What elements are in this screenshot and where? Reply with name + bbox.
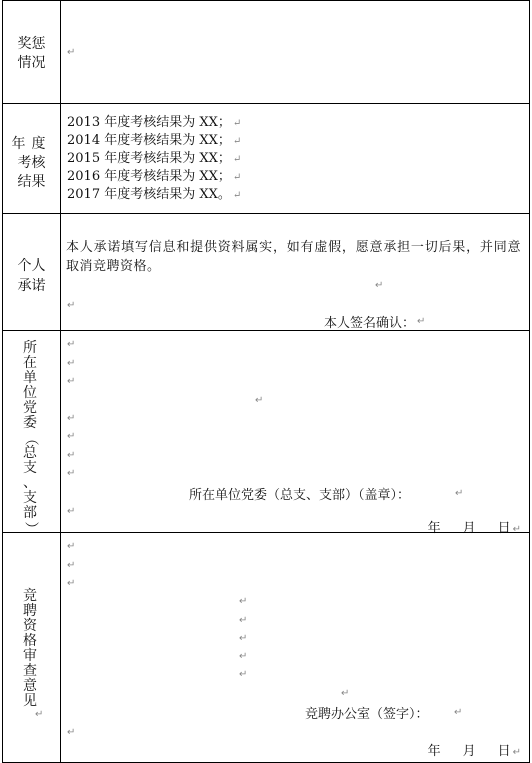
- label-char: 党: [23, 400, 37, 416]
- paragraph-mark-icon: ↵: [454, 707, 463, 718]
- assessment-content-cell[interactable]: [61, 104, 529, 214]
- pledge-label-line2: 承诺: [17, 278, 46, 294]
- paragraph-mark-icon: ↵: [67, 450, 76, 461]
- label-char: 审: [23, 648, 37, 664]
- label-char: 单: [23, 370, 37, 386]
- party-committee-seal-label: 所在单位党委（总支、支部）（盖章）：: [189, 488, 411, 503]
- paragraph-mark-icon: ↵: [67, 560, 76, 571]
- paragraph-mark-icon: ↵: [67, 47, 76, 58]
- paragraph-mark-icon: ↵: [67, 413, 76, 424]
- paragraph-mark-icon: ↵: [255, 395, 264, 406]
- paragraph-mark-icon: ↵: [375, 280, 384, 291]
- party-committee-label-vertical: [19, 341, 41, 536]
- label-char: 在: [23, 355, 37, 371]
- label-char: 、: [23, 475, 37, 491]
- qualification-review-label-vertical: [19, 589, 41, 709]
- paragraph-mark-icon: ↵: [239, 651, 248, 662]
- label-char: 查: [23, 663, 37, 679]
- paragraph-mark-icon: ↵: [67, 376, 76, 387]
- rewards-label-cell: [3, 1, 61, 104]
- paragraph-mark-icon: ↵: [232, 118, 242, 129]
- assessment-label-line2: 考核: [17, 155, 46, 171]
- label-char: 格: [23, 633, 37, 649]
- paragraph-mark-icon: ↵: [239, 669, 248, 680]
- assessment-result-2015: 2015 年度考核结果为 XX； ↵: [67, 151, 242, 166]
- paragraph-mark-icon: ↵: [67, 541, 76, 552]
- label-char: 所: [23, 340, 37, 356]
- qualification-review-content-cell[interactable]: [61, 533, 529, 762]
- label-char: 部: [23, 505, 37, 521]
- assessment-label-cell: [3, 104, 61, 214]
- assessment-result-2016: 2016 年度考核结果为 XX； ↵: [67, 169, 242, 184]
- rewards-label-line2: 情况: [17, 55, 46, 71]
- paragraph-mark-icon: ↵: [232, 154, 242, 165]
- assessment-result-2013: 2013 年度考核结果为 XX； ↵: [67, 115, 242, 130]
- label-char: 委: [23, 415, 37, 431]
- pledge-content-cell[interactable]: [61, 214, 529, 331]
- paragraph-mark-icon: ↵: [417, 316, 426, 327]
- paragraph-mark-icon: ↵: [67, 431, 76, 442]
- label-char: 聘: [23, 603, 37, 619]
- date-month-label: 月: [462, 744, 476, 759]
- assessment-result-2014: 2014 年度考核结果为 XX； ↵: [67, 133, 242, 148]
- label-char: 位: [23, 385, 37, 401]
- paragraph-mark-icon: ↵: [512, 524, 521, 535]
- paragraph-mark-icon: ↵: [67, 727, 76, 738]
- rewards-label-line1: 奖惩: [17, 36, 46, 52]
- date-month-label: 月: [462, 521, 476, 536]
- label-char: 见: [23, 693, 37, 709]
- assessment-label-line3: 结果: [17, 174, 46, 190]
- qualification-review-signature-label: 竞聘办公室（签字）：: [305, 707, 429, 722]
- date-year-label: 年: [427, 521, 441, 536]
- pledge-label-cell: [3, 214, 61, 331]
- label-char: 支: [23, 490, 37, 506]
- qualification-review-row: [2, 532, 530, 763]
- paragraph-mark-icon: ↵: [67, 358, 76, 369]
- assessment-row: [2, 103, 530, 214]
- label-char: 总: [23, 445, 37, 461]
- paragraph-mark-icon: ↵: [35, 709, 44, 720]
- assessment-result-2017: 2017 年度考核结果为 XX。 ↵: [67, 187, 242, 202]
- rewards-row: [2, 0, 530, 104]
- paragraph-mark-icon: ↵: [67, 578, 76, 589]
- qualification-review-label-cell: [3, 533, 61, 762]
- party-committee-row: [2, 330, 530, 536]
- paragraph-mark-icon: ↵: [67, 300, 76, 311]
- date-day-label: 日: [497, 521, 511, 536]
- paragraph-mark-icon: ↵: [67, 468, 76, 479]
- paragraph-mark-icon: ↵: [232, 190, 242, 201]
- party-committee-content-cell[interactable]: [61, 331, 529, 536]
- paragraph-mark-icon: ↵: [67, 506, 76, 517]
- label-char: （: [22, 431, 39, 446]
- pledge-row: [2, 213, 530, 331]
- assessment-label-line1: 年度: [11, 136, 52, 152]
- rewards-content-cell[interactable]: [61, 1, 529, 104]
- paragraph-mark-icon: ↵: [239, 596, 248, 607]
- paragraph-mark-icon: ↵: [341, 688, 350, 699]
- paragraph-mark-icon: ↵: [239, 615, 248, 626]
- label-char: 意: [23, 678, 37, 694]
- paragraph-mark-icon: ↵: [67, 339, 76, 350]
- paragraph-mark-icon: ↵: [232, 136, 242, 147]
- label-char: ）: [22, 521, 39, 536]
- pledge-label-line1: 个人: [17, 258, 46, 274]
- party-committee-label-cell: [3, 331, 61, 536]
- label-char: 支: [23, 460, 37, 476]
- paragraph-mark-icon: ↵: [239, 633, 248, 644]
- paragraph-mark-icon: ↵: [455, 488, 464, 499]
- date-day-label: 日: [497, 744, 511, 759]
- qualification-review-date: [428, 740, 521, 759]
- pledge-text: 本人承诺填写信息和提供资料属实，如有虚假，愿意承担一切后果，并同意取消竞聘资格。: [66, 240, 521, 274]
- label-char: 竞: [23, 588, 37, 604]
- date-year-label: 年: [427, 744, 441, 759]
- pledge-signature-label: 本人签名确认：: [324, 316, 416, 331]
- label-char: 资: [23, 618, 37, 634]
- paragraph-mark-icon: ↵: [512, 747, 521, 758]
- paragraph-mark-icon: ↵: [232, 172, 242, 183]
